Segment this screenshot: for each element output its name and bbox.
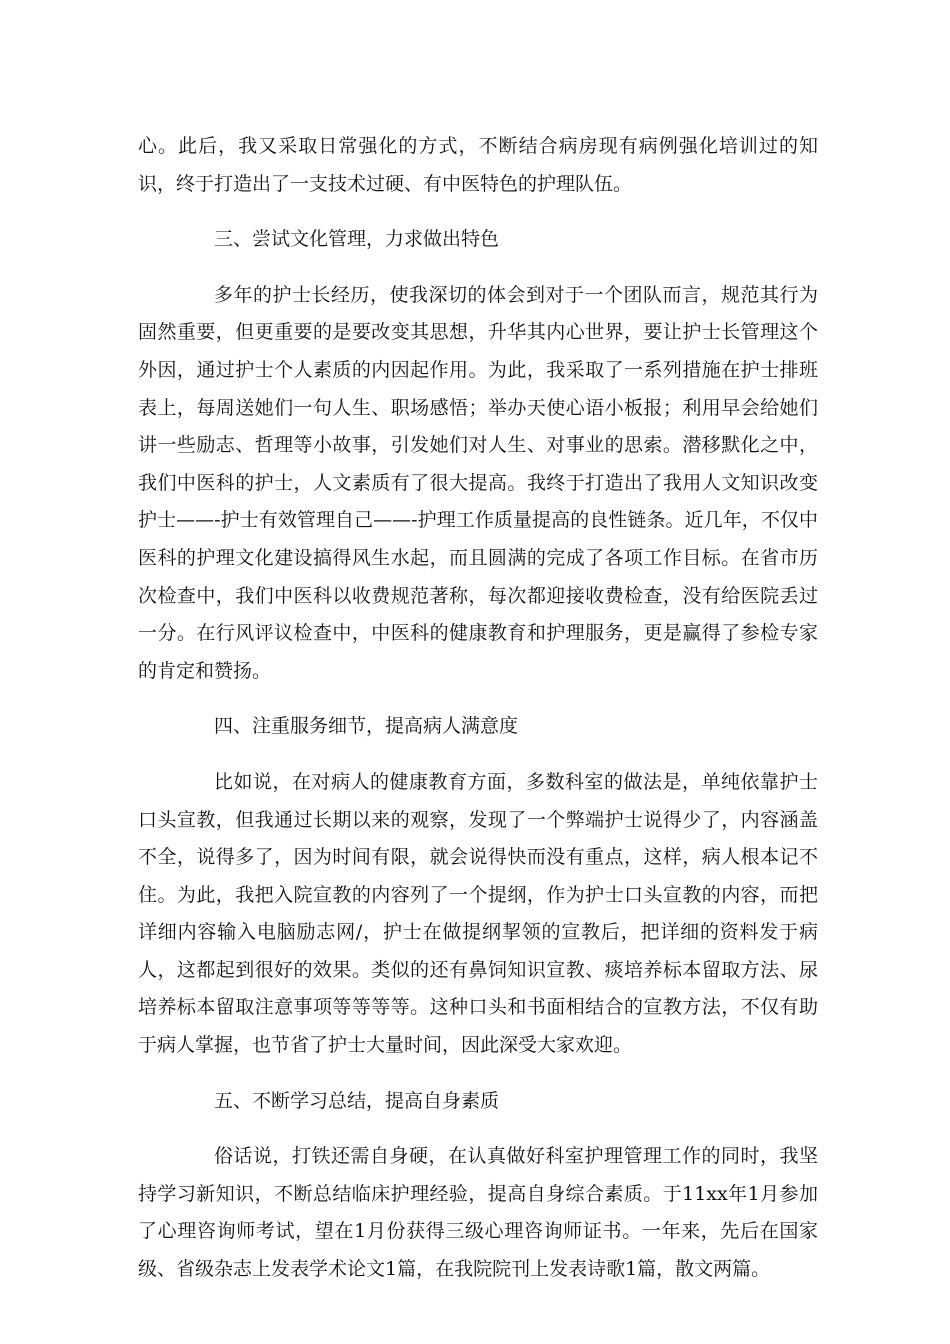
document-page	[138, 128, 818, 1289]
section-body-5: 俗话说，打铁还需自身硬，在认真做好科室护理管理工作的同时，我坚持学习新知识，不断总结临床护理经验，提高自身综合素质。于11xx年1月参加了心理咨询师考试，望在1月份获得三级心理咨询师证书。一年来，先后在国家级、省级杂志上发表学术论文1篇，在我院院刊上发表诗歌1篇，散文两篇。	[138, 1145, 818, 1281]
section-heading-3: 三、尝试文化管理，力求做出特色	[214, 228, 500, 251]
section-body-3: 多年的护士长经历，使我深切的体会到对于一个团队而言，规范其行为固然重要，但更重要的是要改变其思想，升华其内心世界，要让护士长管理这个外因，通过护士个人素质的内因起作用。为此，我采取了一系列措施在护士排班表上，每周送她们一句人生、职场感悟；举办天使心语小板报；利用早会给她们讲一些励志、哲理等小故事，引发她们对人生、对事业的思索。潜移默化之中，我们中医科的护士，人文素质有了很大提高。我终于打造出了我用人文知识改变护士——-护士有效管理自己——-护理工作质量提高的良性链条。近几年，不仅中医科的护理文化建设搞得风生水起，而且圆满的完成了各项工作目标。在省市历次检查中，我们中医科以收费规范著称，每次都迎接收费检查，没有给医院丢过一分。在行风评议检查中，中医科的健康教育和护理服务，更是赢得了参检专家的肯定和赞扬。	[138, 283, 818, 682]
paragraph-continuation: 心。此后，我又采取日常强化的方式，不断结合病房现有病例强化培训过的知识，终于打造出了一支技术过硬、有中医特色的护理队伍。	[138, 135, 818, 195]
section-body-4: 比如说，在对病人的健康教育方面，多数科室的做法是，单纯依靠护士口头宣教，但我通过长期以来的观察，发现了一个弊端护士说得少了，内容涵盖不全，说得多了，因为时间有限，就会说得快而没有重点，这样，病人根本记不住。为此，我把入院宣教的内容列了一个提纲，作为护士口头宣教的内容，而把详细内容输入电脑励志网/，护士在做提纲挈领的宣教后，把详细的资料发于病人，这都起到很好的效果。类似的还有鼻饲知识宣教、痰培养标本留取方法、尿培养标本留取注意事项等等等等。这种口头和书面相结合的宣教方法，不仅有助于病人掌握，也节省了护士大量时间，因此深受大家欢迎。	[138, 770, 818, 1057]
section-heading-5: 五、不断学习总结，提高自身素质	[214, 1089, 500, 1112]
section-heading-4: 四、注重服务细节，提高病人满意度	[214, 715, 519, 738]
